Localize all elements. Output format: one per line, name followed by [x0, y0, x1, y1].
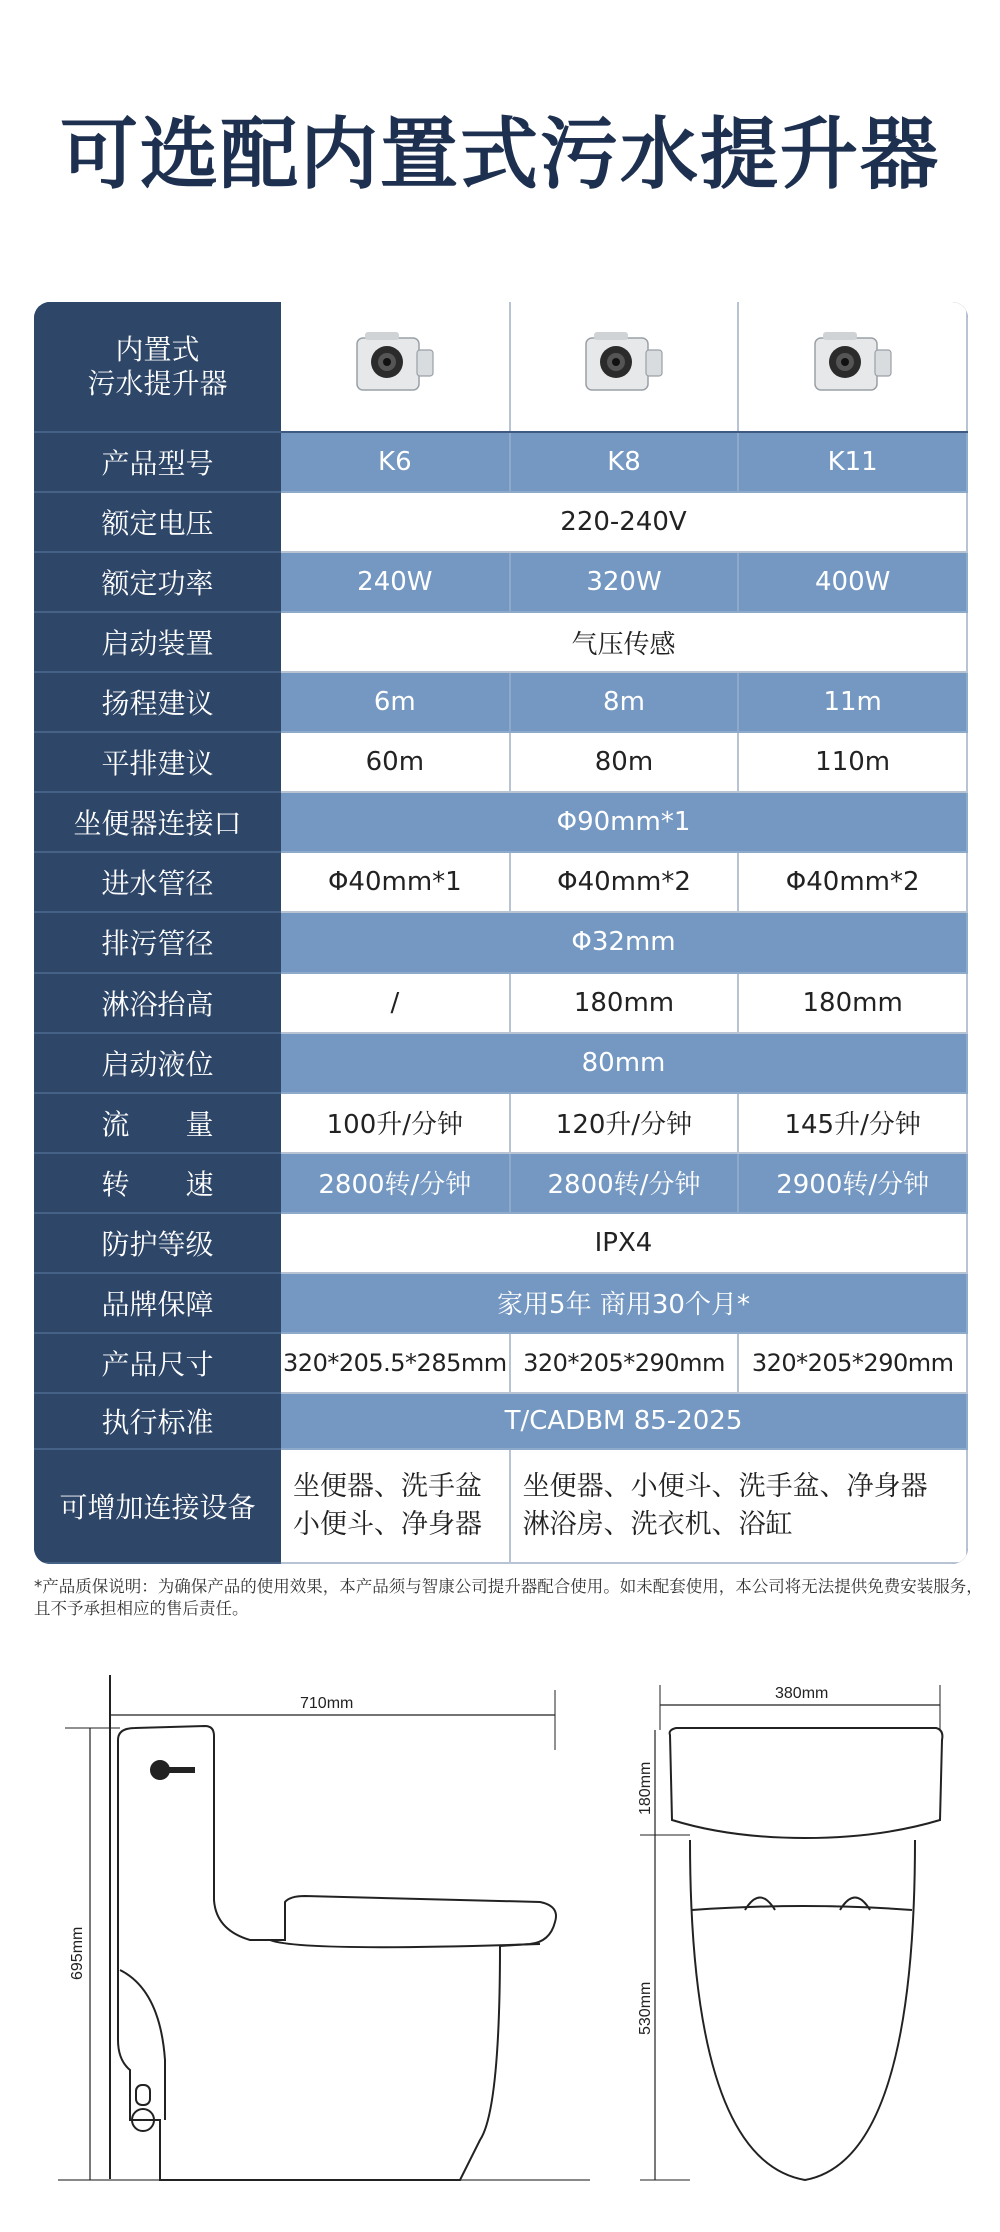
row-value: 110m [738, 732, 967, 792]
row-value: Φ32mm [281, 912, 967, 972]
row-label: 品牌保障 [34, 1273, 281, 1333]
row-value: 80m [510, 732, 739, 792]
row-label: 产品尺寸 [34, 1333, 281, 1393]
row-value: 6m [281, 672, 510, 732]
row-value: Φ40mm*2 [510, 852, 739, 912]
row-label: 可增加连接设备 [34, 1449, 281, 1563]
table-row [34, 432, 967, 492]
row-value: K8 [510, 432, 739, 492]
warranty-note: *产品质保说明：为确保产品的使用效果，本产品须与智康公司提升器配合使用。如未配套使用，本公司将无法提供免费安装服务，且不予承担相应的售后责任。 [34, 1577, 983, 1618]
row-value: 8m [510, 672, 739, 732]
row-value: 180mm [738, 973, 967, 1033]
row-label: 转 速 [34, 1153, 281, 1213]
table-row [34, 732, 967, 792]
row-label: 额定功率 [34, 552, 281, 612]
row-value: 220-240V [281, 492, 967, 552]
row-value: 320*205*290mm [738, 1333, 967, 1393]
dim-top-tank: 180mm [637, 1761, 654, 1815]
table-row [34, 852, 967, 912]
dim-top-bowl: 530mm [637, 1981, 654, 2035]
row-value: 320*205*290mm [510, 1333, 739, 1393]
table-row [34, 612, 967, 672]
row-value: 320*205.5*285mm [281, 1333, 510, 1393]
row-value: K6 [281, 432, 510, 492]
row-value: 2900转/分钟 [738, 1153, 967, 1213]
row-value: 坐便器、洗手盆 小便斗、净身器 [281, 1449, 510, 1563]
product-image-k6 [281, 302, 510, 432]
table-row [34, 1393, 967, 1449]
toilet-side-outline [118, 1726, 556, 2180]
table-row [34, 1153, 967, 1213]
dim-top-width: 380mm [775, 1685, 829, 1702]
row-label: 启动装置 [34, 612, 281, 672]
row-value: 240W [281, 552, 510, 612]
row-label: 排污管径 [34, 912, 281, 972]
table-row [34, 1033, 967, 1093]
row-label: 启动液位 [34, 1033, 281, 1093]
row-label: 进水管径 [34, 852, 281, 912]
spec-table [34, 302, 968, 1564]
row-value: 100升/分钟 [281, 1093, 510, 1153]
pump-icon [351, 328, 439, 398]
table-row [34, 492, 967, 552]
table-row [34, 1093, 967, 1153]
row-value: Φ90mm*1 [281, 792, 967, 852]
row-label: 执行标准 [34, 1393, 281, 1449]
product-image-k11 [738, 302, 967, 432]
page-title: 可选配内置式污水提升器 [59, 110, 940, 200]
table-row [34, 672, 967, 732]
row-value: IPX4 [281, 1213, 967, 1273]
row-label: 内置式 污水提升器 [34, 302, 281, 432]
table-row [34, 912, 967, 972]
row-value: 60m [281, 732, 510, 792]
toilet-top-outline [670, 1728, 943, 1838]
table-row [34, 1273, 967, 1333]
row-value: 坐便器、小便斗、洗手盆、净身器 淋浴房、洗衣机、浴缸 [510, 1449, 967, 1563]
row-value: T/CADBM 85-2025 [281, 1393, 967, 1449]
pump-icon [809, 328, 897, 398]
row-value: Φ40mm*1 [281, 852, 510, 912]
row-value: 400W [738, 552, 967, 612]
row-label: 淋浴抬高 [34, 973, 281, 1033]
toilet-dimension-diagram [0, 1640, 1000, 2232]
pump-icon [580, 328, 668, 398]
table-row [34, 552, 967, 612]
row-label: 防护等级 [34, 1213, 281, 1273]
dim-side-height: 695mm [69, 1926, 86, 1980]
table-row [34, 302, 967, 432]
row-value: / [281, 973, 510, 1033]
row-label: 流 量 [34, 1093, 281, 1153]
table-row [34, 1449, 967, 1563]
product-image-k8 [510, 302, 739, 432]
dim-side-width: 710mm [300, 1695, 354, 1712]
row-label: 产品型号 [34, 432, 281, 492]
row-value: 320W [510, 552, 739, 612]
row-label: 坐便器连接口 [34, 792, 281, 852]
table-row [34, 1213, 967, 1273]
row-value: K11 [738, 432, 967, 492]
table-row [34, 792, 967, 852]
row-value: Φ40mm*2 [738, 852, 967, 912]
row-value: 气压传感 [281, 612, 967, 672]
row-label: 额定电压 [34, 492, 281, 552]
row-value: 145升/分钟 [738, 1093, 967, 1153]
row-value: 80mm [281, 1033, 967, 1093]
row-value: 11m [738, 672, 967, 732]
table-row [34, 973, 967, 1033]
row-label: 扬程建议 [34, 672, 281, 732]
row-value: 120升/分钟 [510, 1093, 739, 1153]
row-value: 家用5年 商用30个月* [281, 1273, 967, 1333]
row-value: 2800转/分钟 [510, 1153, 739, 1213]
row-label: 平排建议 [34, 732, 281, 792]
row-value: 180mm [510, 973, 739, 1033]
row-value: 2800转/分钟 [281, 1153, 510, 1213]
table-row [34, 1333, 967, 1393]
